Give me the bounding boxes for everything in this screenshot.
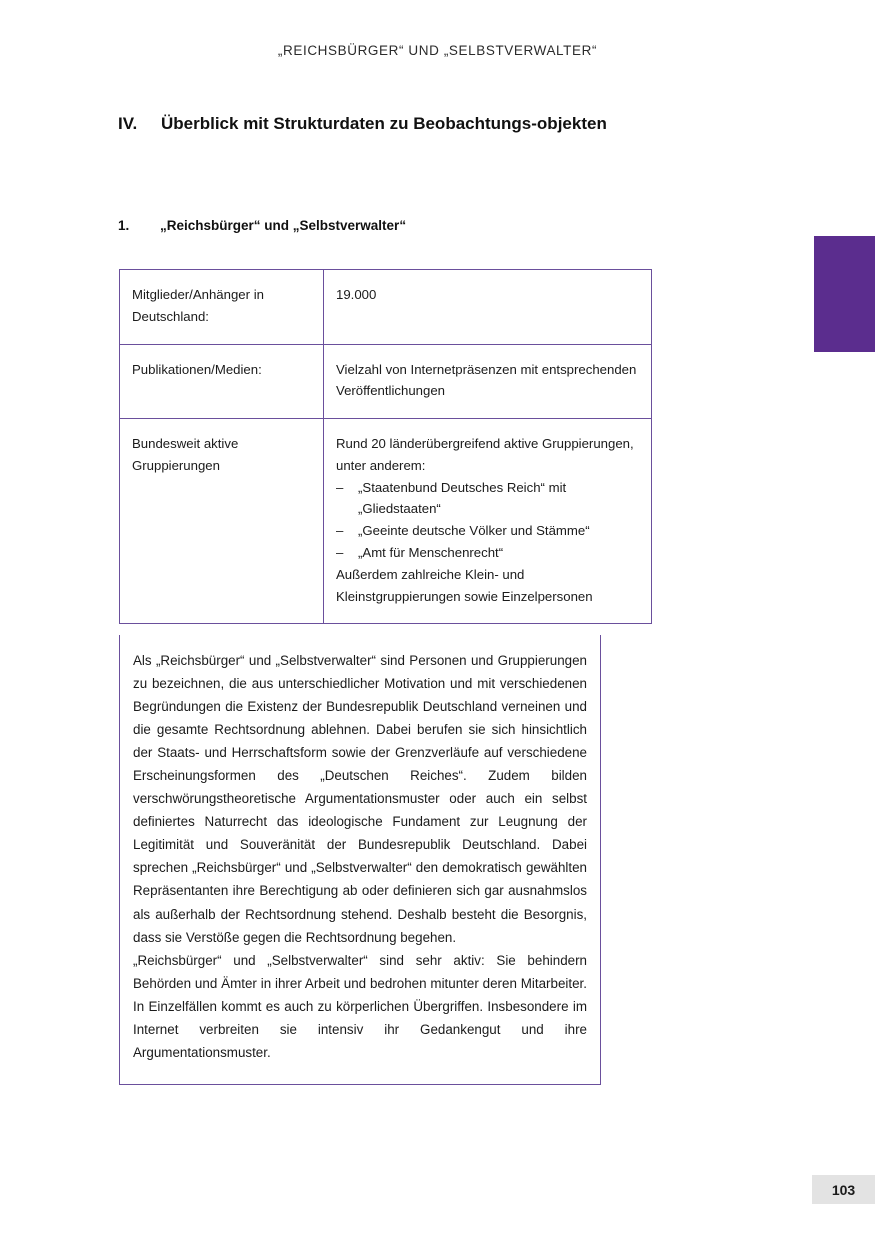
list-item-label: „Staatenbund Deutsches Reich“ mit „Gliedstaaten“ [358,479,567,517]
list-item [336,520,639,542]
structure-data-table [119,269,652,624]
dash-icon: – [336,479,344,495]
table-cell-label: Bundesweit aktive Gruppierungen [120,419,324,624]
table-cell-value-list [324,419,652,624]
body-paragraph-1: Als „Reichsbürger“ und „Selbstverwalter“ sind Personen und Gruppierungen zu bezeichnen, die aus unterschiedlicher Motivation und mit verschiedenen Begründungen die Existenz der Bundesrepublik Deutschland verneinen und die gesamte Rechtsordnung ablehnen. Dabei berufen sie sich hinsichtlich der Staats- und Herrschaftsform sowie der Grenzverläufe auf verschiedene Erscheinungsformen des „Deutschen Reiches“. Zudem bilden verschwörungstheoretische Argumentationsmuster oder auch ein selbst definiertes Naturrecht das ideologische Fundament zur Leugnung der Legitimität und Souveränität der Bundesrepublik Deutschland. Dabei sprechen „Reichsbürger“ und „Selbstverwalter“ den demokratisch gewählten Repräsentanten ihre Berechtigung ab oder definieren sich gar ausnahmslos als außerhalb der Rechtsordnung stehend. Deshalb besteht die Besorgnis, dass sie Verstöße gegen die Rechtsordnung begehen. [133,653,587,945]
dash-icon: – [336,523,344,539]
section-numeral: 1. [118,218,130,233]
table-row [120,419,652,624]
table-row [120,344,652,419]
section-heading [118,218,678,233]
table-cell-value: Vielzahl von Internetpräsenzen mit entsprechenden Veröffentlichungen [324,344,652,419]
page-number [812,1175,875,1204]
body-paragraph-2: „Reichsbürger“ und „Selbstverwalter“ sind sehr aktiv: Sie behindern Behörden und Ämter in ihrer Arbeit und bedrohen mitunter deren Mitarbeiter. In Einzelfällen kommt es auch zu körperlichen Übergriffen. Insbesondere im Internet verbreiten sie intensiv ihr Gedankengut und ihre Argumentationsmuster. [133,952,587,1060]
list-item [336,542,639,564]
running-header: „REICHSBÜRGER“ UND „SELBSTVERWALTER“ [277,43,598,58]
table-cell-label: Publikationen/Medien: [120,344,324,419]
group-list [336,477,639,564]
list-item-label: „Amt für Menschenrecht“ [358,545,504,561]
list-intro: Rund 20 länderübergreifend aktive Gruppierungen, unter anderem: [336,436,634,473]
chapter-heading [118,112,678,137]
table-cell-label: Mitglieder/Anhänger in Deutschland: [120,270,324,345]
dash-icon: – [336,545,344,561]
table-cell-value: 19.000 [324,270,652,345]
list-outro: Außerdem zahlreiche Klein- und Kleinstgruppierungen sowie Einzelpersonen [336,566,593,604]
chapter-title: Überblick mit Strukturdaten zu Beobachtungs-objekten [161,114,607,133]
table-row [120,270,652,345]
body-text-block [119,635,601,1085]
chapter-numeral: IV. [118,114,138,133]
list-item-label: „Geeinte deutsche Völker und Stämme“ [358,523,590,539]
list-item [336,477,639,521]
section-title: „Reichsbürger“ und „Selbstverwalter“ [160,218,407,233]
section-color-tab [814,236,875,352]
page-number-label: 103 [831,1181,856,1198]
